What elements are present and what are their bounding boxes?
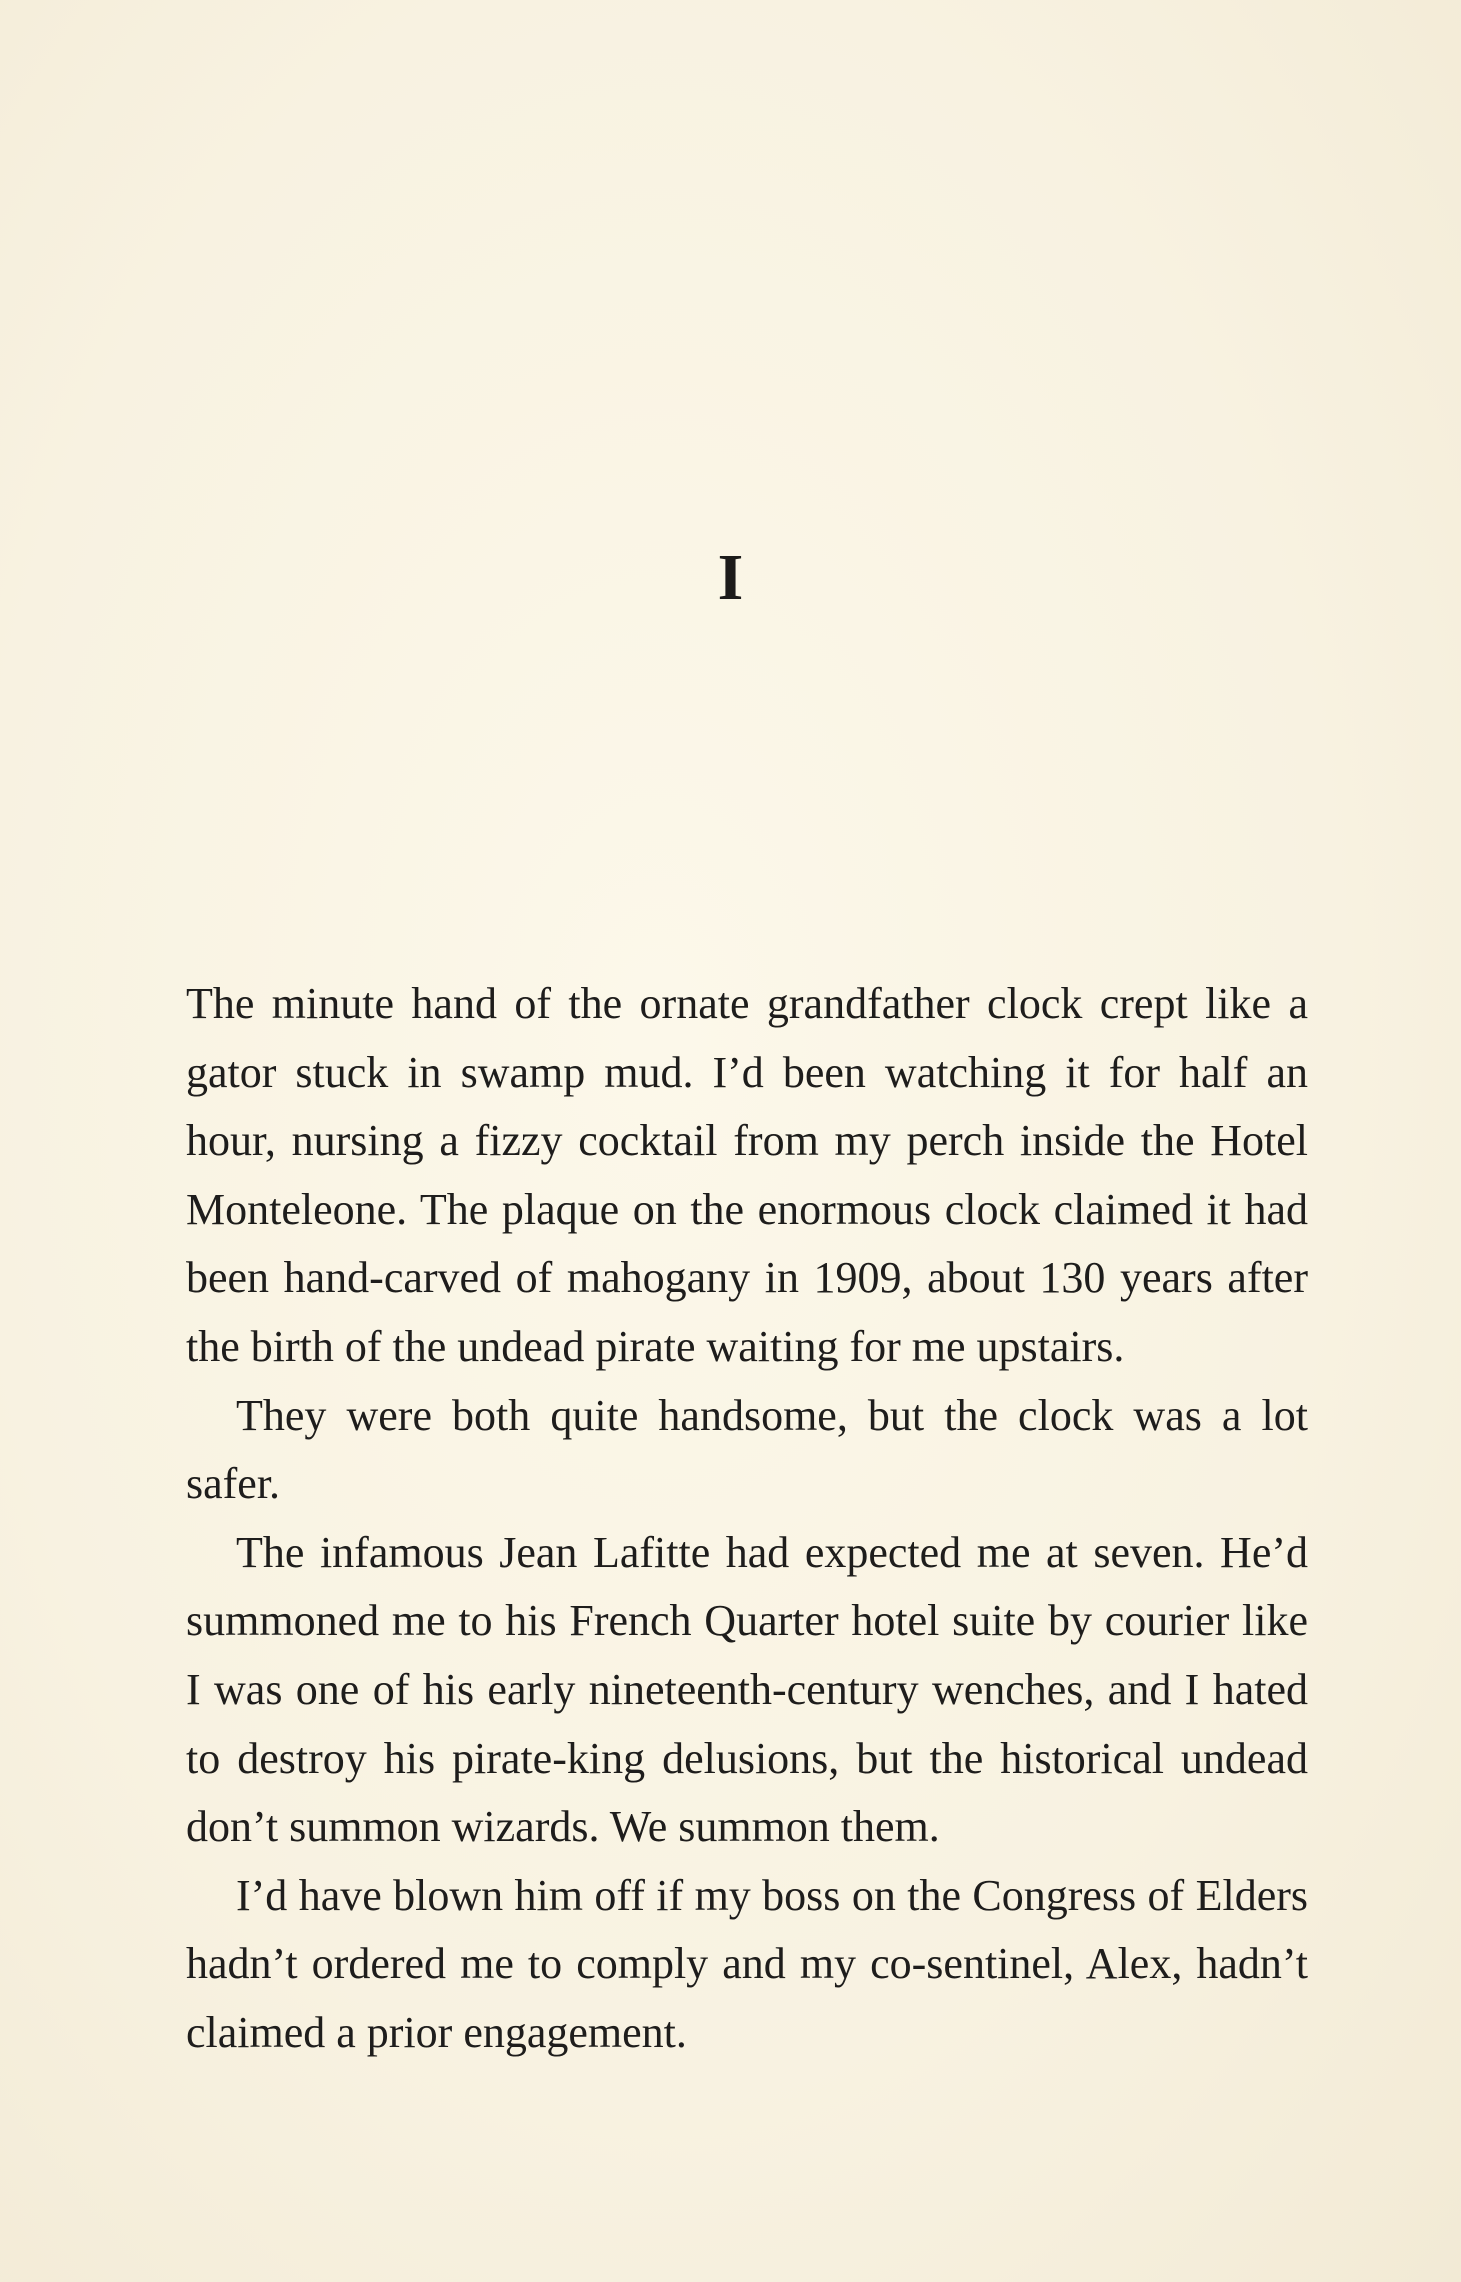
paragraph-1: The minute hand of the ornate grandfather clock crept like a gator stuck in swamp mud. I’d been watching it for half an hour, nursing a fizzy cocktail from my perch inside the Hotel Monteleone. The plaque on the enormous clock claimed it had been hand-carved of mahogany in 1909, about 130 years after the birth of the undead pirate waiting for me upstairs. (186, 979, 1308, 1371)
paragraph-3: The infamous Jean Lafitte had expected me at seven. He’d summoned me to his French Quarter hotel suite by courier like I was one of his early nineteenth-century wenches, and I hated to destroy his pirate-king delusions, but the historical undead don’t summon wizards. We summon them. (186, 1527, 1308, 1852)
chapter-number: I (717, 541, 744, 614)
paragraph-2: They were both quite handsome, but the clock was a lot safer. (186, 1390, 1308, 1509)
paragraph-4: I’d have blown him off if my boss on the Congress of Elders hadn’t ordered me to comply and my co-sentinel, Alex, hadn’t claimed a prior engagement. (186, 1870, 1308, 2057)
body-text (186, 970, 1308, 2068)
